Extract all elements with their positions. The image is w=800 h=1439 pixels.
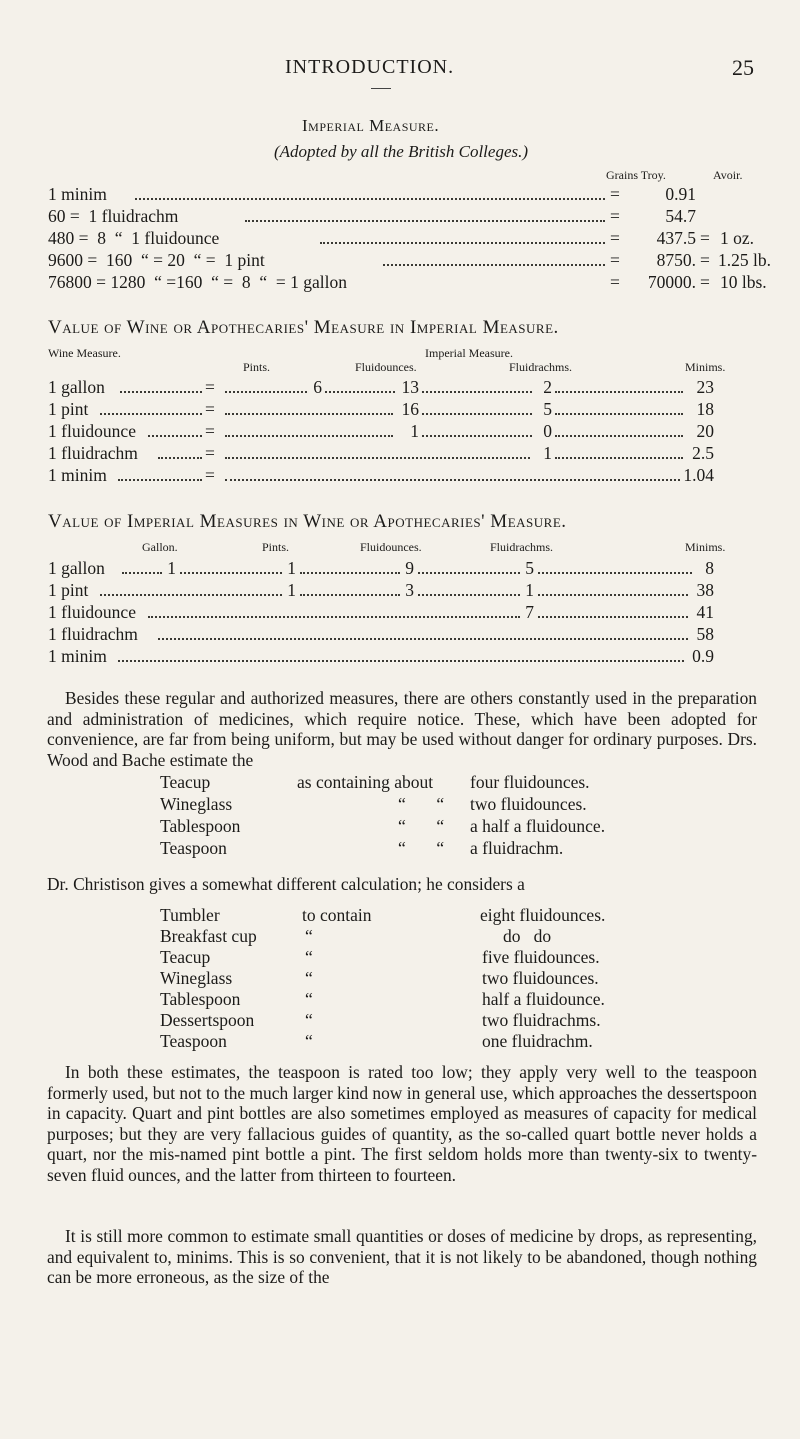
iw-col-fluidounces: Fluidounces. — [360, 540, 422, 554]
list-item-value: half a fluidounce. — [482, 989, 605, 1009]
list-item-value: two fluidounces. — [470, 794, 587, 814]
iw-minims: 8 — [705, 558, 714, 578]
wine-fluidrachms: 5 — [543, 399, 552, 419]
equals-sign: = — [205, 421, 215, 441]
wine-fluidrachms: 0 — [543, 421, 552, 441]
col-grains-troy: Grains Troy. — [606, 168, 666, 182]
leader-dots — [418, 594, 520, 596]
iw-row-label: 1 gallon — [48, 558, 105, 578]
list-item-name: Tablespoon — [160, 816, 241, 836]
imperial-row-left: 9600 = 160 “ = 20 “ = 1 pint — [48, 250, 265, 270]
wine-minims: 18 — [696, 399, 714, 419]
leader-dots — [118, 479, 202, 481]
imperial-grains: 70000. — [647, 272, 696, 292]
imperial-grains: 0.91 — [665, 184, 696, 204]
list-item-name: Dessertspoon — [160, 1010, 255, 1030]
list-item-verb: as containing about — [297, 772, 434, 792]
imperial-grains: 437.5 — [656, 228, 696, 248]
wine-group-header: Imperial Measure. — [425, 346, 513, 360]
list-item-name: Wineglass — [160, 968, 233, 988]
body-paragraph — [47, 1226, 757, 1288]
iw-gallon: 1 — [167, 558, 176, 578]
list-item-name: Teacup — [160, 947, 211, 967]
wine-minims: 2.5 — [692, 443, 714, 463]
wine-minims: 20 — [696, 421, 714, 441]
imp-in-wine-title: Value of Imperial Measures in Wine or Apothecaries' Measure. — [48, 511, 567, 532]
list-item-value: four fluidounces. — [470, 772, 590, 792]
list-item-value: two fluidrachms. — [482, 1010, 601, 1030]
equals-sign: = — [610, 206, 620, 226]
list-item-name: Teacup — [160, 772, 211, 792]
wine-row-label: 1 gallon — [48, 377, 105, 397]
body-paragraph — [47, 874, 757, 895]
wine-row-label: 1 fluidounce — [48, 421, 136, 441]
list-item-name: Teaspoon — [160, 1031, 227, 1051]
list-item-value: five fluidounces. — [482, 947, 600, 967]
paragraph-text: In both these estimates, the teaspoon is rated too low; they apply very well to the teaspoon formerly used, but not to the much larger kind now in general use, which approaches the dessertspoon in capacity. Quart and pint bottles are also sometimes employed as measures of capacity for medical purposes; but they are very fallacious guides of quantity, as the so-called quart bottle never holds a quart, nor the mis-named pint bottle a pint. The first seldom holds more than twenty-six to twenty-seven fluid ounces, and the latter from thirteen to fourteen. — [47, 1062, 757, 1185]
running-head: INTRODUCTION. — [285, 56, 455, 78]
leader-dots — [320, 242, 605, 244]
equals-sign: = — [700, 228, 710, 248]
body-paragraph — [47, 1062, 757, 1186]
head-ornament — [371, 88, 391, 89]
leader-dots — [555, 413, 683, 415]
body-paragraph — [47, 688, 757, 770]
leader-dots — [148, 616, 520, 618]
wine-pints: 6 — [313, 377, 322, 397]
list-item-name: Wineglass — [160, 794, 233, 814]
leader-dots — [538, 616, 688, 618]
wine-left-header: Wine Measure. — [48, 346, 121, 360]
leader-dots — [555, 391, 683, 393]
list-item-verb: “ “ — [398, 838, 445, 858]
paragraph-text: Dr. Christison gives a somewhat different calculation; he considers a — [47, 874, 525, 894]
leader-dots — [538, 594, 688, 596]
leader-dots — [122, 572, 162, 574]
imperial-title: Imperial Measure. — [302, 116, 440, 135]
equals-sign: = — [700, 250, 710, 270]
iw-fluidrachms: 7 — [525, 602, 534, 622]
paragraph-text: Besides these regular and authorized measures, there are others constantly used in the preparation and administration of medicines, which require notice. These, which have been adopted for convenience, are far from being uniform, but may be used without danger for ordinary purposes. Drs. Wood and Bache estimate the — [47, 688, 757, 770]
imperial-avoir: 1 oz. — [720, 228, 755, 248]
list-item-verb: “ — [305, 1010, 313, 1030]
wine-fluidounces: 13 — [401, 377, 419, 397]
leader-dots — [225, 391, 307, 393]
wine-col-minims: Minims. — [685, 360, 726, 374]
list-item-verb: “ “ — [398, 794, 445, 814]
leader-dots — [422, 413, 532, 415]
leader-dots — [422, 435, 532, 437]
equals-sign: = — [610, 184, 620, 204]
iw-row-label: 1 fluidounce — [48, 602, 136, 622]
iw-fluidounces: 3 — [405, 580, 414, 600]
wine-row-label: 1 fluidrachm — [48, 443, 138, 463]
list-item-verb: “ — [305, 947, 313, 967]
list-item-value: a half a fluidounce. — [470, 816, 606, 836]
wine-fluidrachms: 1 — [543, 443, 552, 463]
leader-dots — [300, 594, 400, 596]
equals-sign: = — [610, 228, 620, 248]
leader-dots — [555, 435, 683, 437]
leader-dots — [245, 220, 605, 222]
wine-row-label: 1 minim — [48, 465, 107, 485]
leader-dots — [100, 594, 282, 596]
iw-row-label: 1 pint — [48, 580, 89, 600]
list-item-name: Breakfast cup — [160, 926, 257, 946]
iw-row-label: 1 minim — [48, 646, 107, 666]
leader-dots — [100, 413, 202, 415]
list-item-name: Teaspoon — [160, 838, 227, 858]
iw-minims: 0.9 — [692, 646, 714, 666]
leader-dots — [118, 660, 684, 662]
imperial-avoir: 10 lbs. — [720, 272, 767, 292]
equals-sign: = — [205, 399, 215, 419]
leader-dots — [325, 391, 395, 393]
list-item-value: eight fluidounces. — [480, 905, 606, 925]
wine-fluidounces: 1 — [410, 421, 419, 441]
list-item-verb: to contain — [302, 905, 372, 925]
imperial-avoir: 1.25 lb. — [718, 250, 771, 270]
iw-row-label: 1 fluidrachm — [48, 624, 138, 644]
iw-fluidrachms: 1 — [525, 580, 534, 600]
wine-col-pints: Pints. — [243, 360, 271, 374]
imperial-grains: 54.7 — [665, 206, 696, 226]
list-item-value: one fluidrachm. — [482, 1031, 593, 1051]
equals-sign: = — [205, 443, 215, 463]
wine-fluidrachms: 2 — [543, 377, 552, 397]
wine-title: Value of Wine or Apothecaries' Measure in Imperial Measure. — [48, 317, 559, 338]
iw-minims: 41 — [696, 602, 714, 622]
paragraph-text: It is still more common to estimate small quantities or doses of medicine by drops, as representing, and equivalent to, minims. This is so convenient, that it is not likely to be abandoned, though nothing can be more erroneous, as the size of the — [47, 1226, 757, 1288]
imperial-row-left: 60 = 1 fluidrachm — [48, 206, 179, 226]
equals-sign: = — [610, 272, 620, 292]
leader-dots — [225, 435, 393, 437]
leader-dots — [418, 572, 520, 574]
list-item-value: do do — [503, 926, 552, 946]
imperial-row-left: 1 minim — [48, 184, 107, 204]
imperial-subtitle: (Adopted by all the British Colleges.) — [274, 142, 529, 161]
iw-minims: 58 — [696, 624, 714, 644]
leader-dots — [225, 413, 393, 415]
page-number: 25 — [732, 55, 754, 80]
iw-pints: 1 — [287, 558, 296, 578]
list-item-verb: “ — [305, 968, 313, 988]
iw-col-gallon: Gallon. — [142, 540, 178, 554]
list-item-name: Tablespoon — [160, 989, 241, 1009]
leader-dots — [538, 572, 692, 574]
list-item-value: two fluidounces. — [482, 968, 599, 988]
iw-col-minims: Minims. — [685, 540, 726, 554]
iw-col-fluidrachms: Fluidrachms. — [490, 540, 553, 554]
col-avoir: Avoir. — [713, 168, 743, 182]
leader-dots — [300, 572, 400, 574]
leader-dots — [158, 457, 202, 459]
iw-fluidounces: 9 — [405, 558, 414, 578]
leader-dots — [135, 198, 605, 200]
equals-sign: = — [205, 465, 215, 485]
leader-dots — [148, 435, 202, 437]
wine-col-fluidrachms: Fluidrachms. — [509, 360, 572, 374]
wine-row-label: 1 pint — [48, 399, 89, 419]
list-item-name: Tumbler — [160, 905, 220, 925]
leader-dots — [383, 264, 605, 266]
list-item-verb: “ — [305, 989, 313, 1009]
equals-sign: = — [700, 272, 710, 292]
list-item-value: a fluidrachm. — [470, 838, 564, 858]
list-item-verb: “ — [305, 1031, 313, 1051]
imperial-grains: 8750. — [656, 250, 696, 270]
wine-minims: 1.04 — [683, 465, 714, 485]
leader-dots — [422, 391, 532, 393]
list-item-verb: “ — [305, 926, 313, 946]
list-item-verb: “ “ — [398, 816, 445, 836]
iw-col-pints: Pints. — [262, 540, 290, 554]
leader-dots — [225, 479, 680, 481]
iw-minims: 38 — [696, 580, 714, 600]
iw-fluidrachms: 5 — [525, 558, 534, 578]
leader-dots — [158, 638, 688, 640]
wine-fluidounces: 16 — [401, 399, 419, 419]
imperial-row-left: 480 = 8 “ 1 fluidounce — [48, 228, 220, 248]
leader-dots — [120, 391, 202, 393]
leader-dots — [555, 457, 683, 459]
equals-sign: = — [205, 377, 215, 397]
leader-dots — [180, 572, 282, 574]
leader-dots — [225, 457, 530, 459]
equals-sign: = — [610, 250, 620, 270]
iw-pints: 1 — [287, 580, 296, 600]
wine-col-fluidounces: Fluidounces. — [355, 360, 417, 374]
wine-minims: 23 — [696, 377, 714, 397]
imperial-row-left: 76800 = 1280 “ =160 “ = 8 “ = 1 gallon — [48, 272, 348, 292]
